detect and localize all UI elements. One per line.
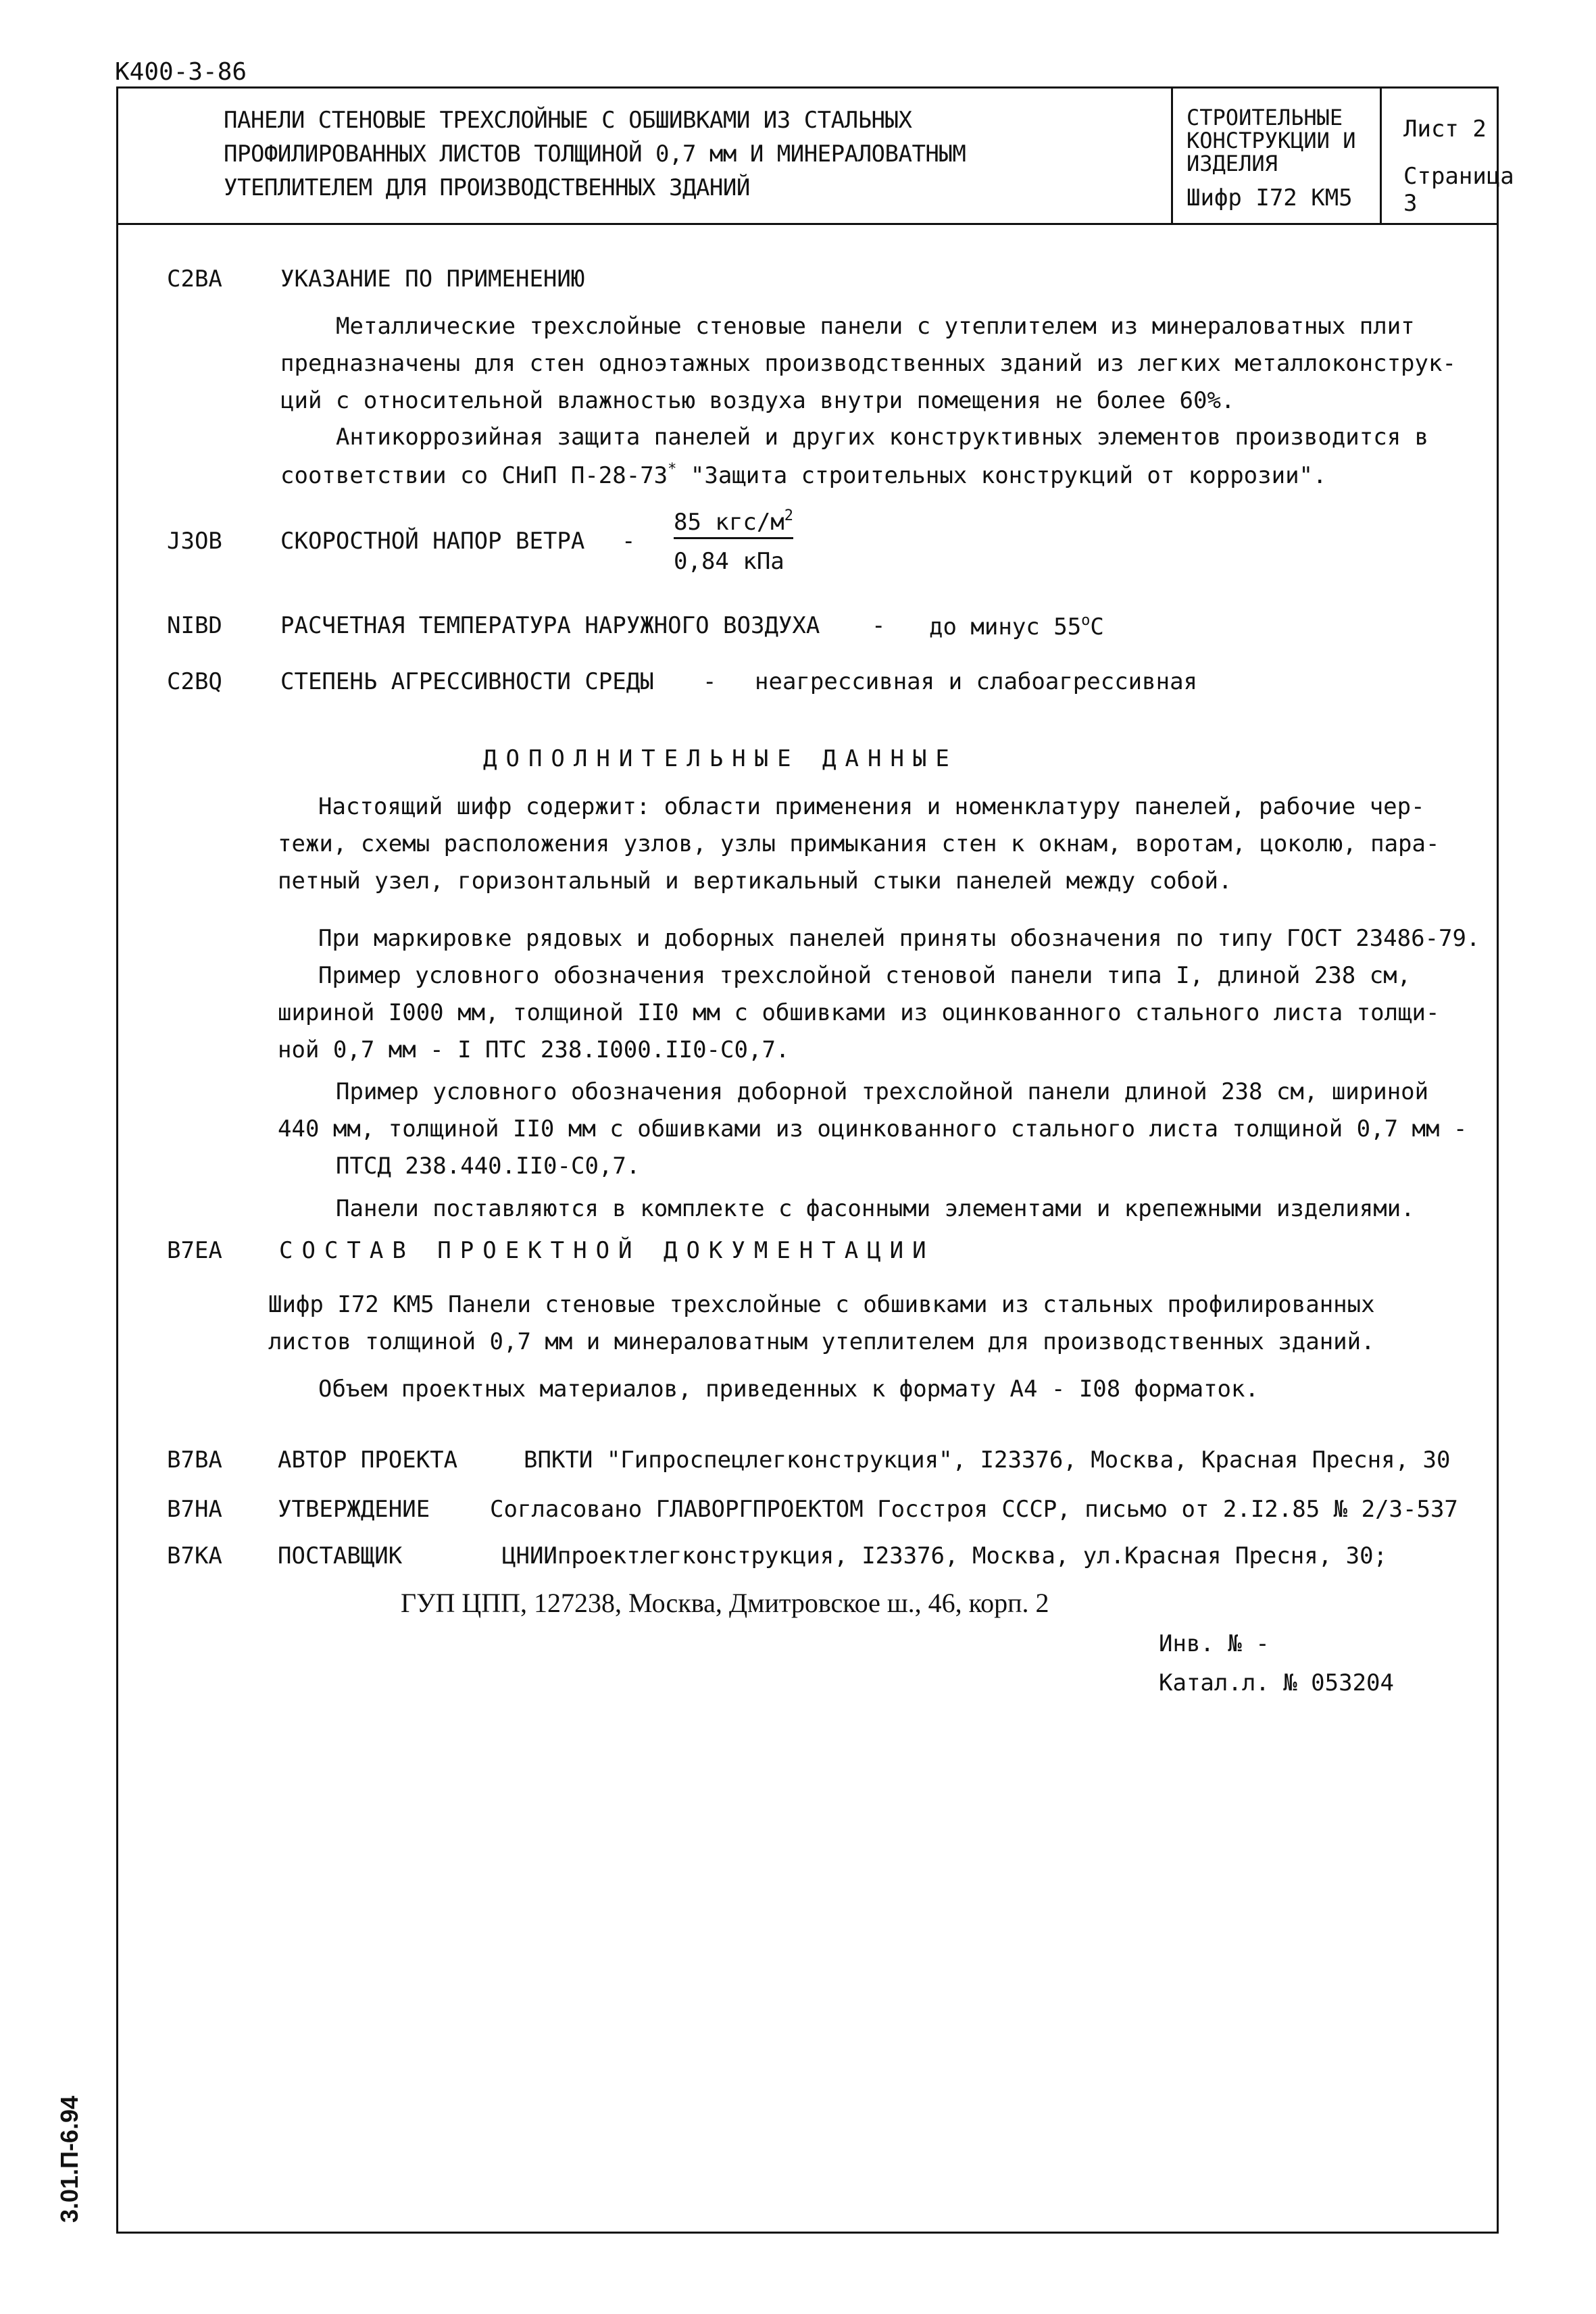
field-dash: - [872, 612, 886, 639]
body-text: "Защита строительных конструкций от коррозии". [676, 462, 1327, 489]
body-line: 440 мм, толщиной II0 мм с обшивками из оцинкованного стального листа толщиной 0,7 мм - [278, 1115, 1468, 1142]
body-line: Пример условного обозначения доборной трехслойной панели длиной 238 см, шириной [336, 1078, 1429, 1105]
section-title: УКАЗАНИЕ ПО ПРИМЕНЕНИЮ [280, 266, 585, 293]
title-block [118, 89, 1514, 225]
title-block-category-cell [1171, 89, 1382, 223]
field-label: СКОРОСТНОЙ НАПОР ВЕТРА [280, 528, 585, 555]
body-line: Панели поставляются в комплекте с фасонными элементами и крепежными изделиями. [336, 1195, 1415, 1222]
section-code: J3OB [167, 528, 222, 555]
category-line: СТРОИТЕЛЬНЫЕ [1187, 105, 1343, 130]
footnote-mark: * [668, 461, 677, 478]
field-value: ЦНИИпроектлегконструкция, I23376, Москва, ул.Красная Пресня, 30; [502, 1542, 1388, 1569]
additional-title: ДОПОЛНИТЕЛЬНЫЕ ДАННЫЕ [483, 745, 958, 772]
body-line: ной 0,7 мм - I ПТС 238.I000.II0-С0,7. [278, 1036, 790, 1063]
field-dash: - [622, 528, 636, 555]
section-code: B7EA [167, 1237, 222, 1264]
sheet-number: Лист 2 [1403, 116, 1487, 143]
distributor-line: ГУП ЦПП, 127238, Москва, Дмитровское ш., 46, корп. 2 [401, 1588, 1049, 1618]
wind-value-text: 85 кгс/м [674, 509, 784, 536]
body-line: Антикоррозийная защита панелей и других конструктивных элементов производится в [336, 424, 1429, 451]
title-line: ПАНЕЛИ СТЕНОВЫЕ ТРЕХСЛОЙНЫЕ С ОБШИВКАМИ ИЗ СТАЛЬНЫХ [224, 107, 912, 134]
title-line: ПРОФИЛИРОВАННЫХ ЛИСТОВ ТОЛЩИНОЙ 0,7 мм И МИНЕРАЛОВАТНЫМ [224, 141, 966, 168]
field-label: ПОСТАВЩИК [278, 1542, 403, 1569]
section-code: B7BA [167, 1447, 222, 1474]
temperature-text: до минус 55 [929, 613, 1082, 640]
page-number: Страница 3 [1403, 163, 1514, 217]
section-code: B7KA [167, 1542, 222, 1569]
field-value: неагрессивная и слабоагрессивная [755, 668, 1198, 695]
page-frame [116, 86, 1514, 2234]
section-code: C2BA [167, 266, 222, 293]
field-label: СТЕПЕНЬ АГРЕССИВНОСТИ СРЕДЫ [280, 668, 654, 695]
body-line: петный узел, горизонтальный и вертикальный стыки панелей между собой. [278, 867, 1232, 895]
catalog-number: Катал.л. № 053204 [1159, 1669, 1394, 1696]
field-value: ВПКТИ "Гипроспецлегконструкция", I23376, Москва, Красная Пресня, 30 [524, 1447, 1451, 1474]
cipher: Шифр I72 КМ5 [1187, 184, 1353, 211]
section-title: СОСТАВ ПРОЕКТНОЙ ДОКУМЕНТАЦИИ [279, 1237, 935, 1264]
body-line: листов толщиной 0,7 мм и минераловатным утеплителем для производственных зданий. [268, 1328, 1375, 1355]
category-line: КОНСТРУКЦИИ И [1187, 128, 1356, 153]
body-text: соответствии со СНиП П-28-73 [280, 462, 668, 489]
category-line: ИЗДЕЛИЯ [1187, 151, 1278, 176]
body-line: тежи, схемы расположения узлов, узлы примыкания стен к окнам, воротам, цоколю, пара- [278, 830, 1440, 857]
wind-value-top [674, 507, 793, 539]
body-line: Настоящий шифр содержит: области применения и номенклатуру панелей, рабочие чер- [318, 793, 1425, 820]
body-line: ций с относительной влажностью воздуха внутри помещения не более 60%. [280, 387, 1235, 414]
wind-value-bottom: 0,84 кПа [674, 548, 784, 575]
title-line: УТЕПЛИТЕЛЕМ ДЛЯ ПРОИЗВОДСТВЕННЫХ ЗДАНИЙ [224, 174, 750, 201]
body-line: Металлические трехслойные стеновые панели с утеплителем из минераловатных плит [336, 313, 1415, 340]
category [1187, 106, 1380, 175]
body-line: Объем проектных материалов, приведенных к формату А4 - I08 форматок. [318, 1376, 1259, 1403]
degree-mark: о [1081, 612, 1091, 629]
temperature-unit: С [1090, 613, 1104, 640]
field-value: Согласовано ГЛАВОРГПРОЕКТОМ Госстроя СССР, письмо от 2.I2.85 № 2/3-537 [490, 1496, 1458, 1523]
field-label: РАСЧЕТНАЯ ТЕМПЕРАТУРА НАРУЖНОГО ВОЗДУХА [280, 612, 820, 639]
field-label: УТВЕРЖДЕНИЕ [278, 1496, 430, 1523]
field-dash: - [703, 668, 717, 695]
section-code: NIBD [167, 612, 222, 639]
body-line: При маркировке рядовых и доборных панелей приняты обозначения по типу ГОСТ 23486-79. [318, 925, 1480, 952]
body-line: предназначены для стен одноэтажных производственных зданий из легких металлоконструк- [280, 350, 1456, 377]
section-code: C2BQ [167, 668, 222, 695]
body-line: Шифр I72 КМ5 Панели стеновые трехслойные с обшивками из стальных профилированных [268, 1291, 1375, 1318]
document-code: К400-3-86 [115, 58, 247, 86]
body-line: ПТСД 238.440.II0-С0,7. [336, 1153, 641, 1180]
wind-value-sup: 2 [784, 507, 794, 524]
body-line: Пример условного обозначения трехслойной стеновой панели типа I, длиной 238 см, [318, 962, 1412, 989]
field-label: АВТОР ПРОЕКТА [278, 1447, 458, 1474]
body-line [280, 461, 1326, 489]
temperature-value [929, 612, 1104, 640]
body-line: шириной I000 мм, толщиной II0 мм с обшивками из оцинкованного стального листа толщи- [278, 999, 1440, 1026]
side-mark: 3.01.П-6.94 [55, 2096, 83, 2223]
title-block-title [224, 103, 1156, 205]
inventory-number: Инв. № - [1159, 1630, 1270, 1657]
section-code: B7HA [167, 1496, 222, 1523]
